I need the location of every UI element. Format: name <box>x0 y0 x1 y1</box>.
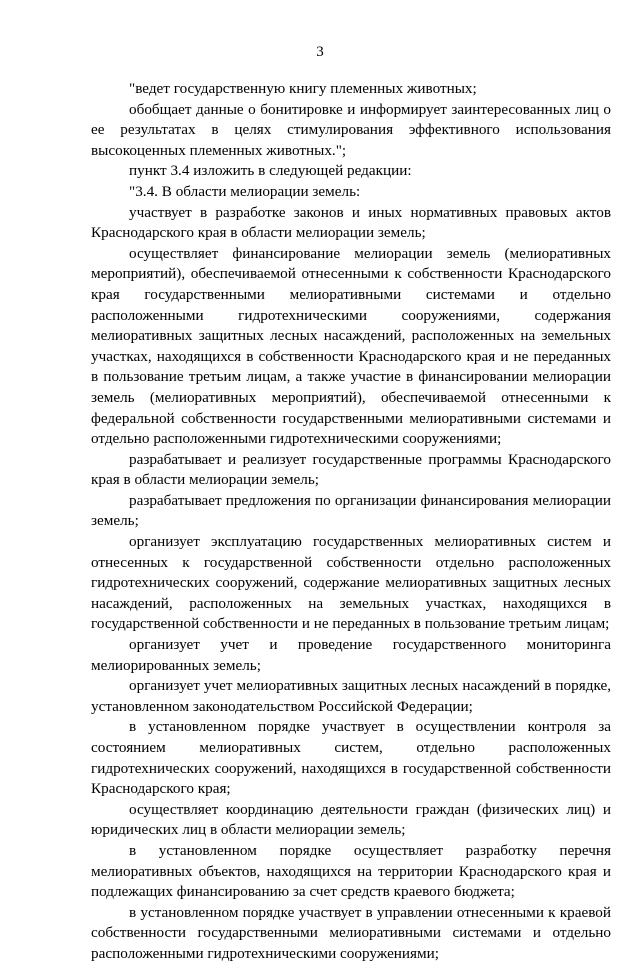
paragraph: организует учет мелиоративных защитных лесных насаждений в порядке, установленном законодательством Российской Федерации; <box>91 677 611 715</box>
paragraph: в установленном порядке осуществляет разработку перечня мелиоративных объектов, находящихся на территории Краснодарского края и подлежащих финансированию за счет средств краевого бюджета; <box>91 841 611 901</box>
paragraph: обобщает данные о бонитировке и информирует заинтересованных лиц о ее результатах в целях стимулирования эффективного использования высокоценных племенных животных."; <box>91 100 611 159</box>
paragraph: "3.4. В области мелиорации земель: <box>129 182 361 200</box>
paragraph: разрабатывает предложения по организации финансирования мелиорации земель; <box>91 491 611 530</box>
paragraph: осуществляет координацию деятельности граждан (физических лиц) и юридических лиц в области мелиорации земель; <box>91 800 611 839</box>
paragraph: пункт 3.4 изложить в следующей редакции: <box>129 162 412 180</box>
paragraph: организует учет и проведение государственного мониторинга мелиорированных земель; <box>91 636 611 674</box>
paragraph: "ведет государственную книгу племенных животных; <box>129 80 477 97</box>
paragraph: в установленном порядке участвует в управлении отнесенными к краевой собственности государственными мелиоративными системами и отдельно расположенными гидротехническими сооружениями; <box>91 903 611 962</box>
page-number: 3 <box>316 44 324 60</box>
paragraph: осуществляет финансирование мелиорации земель (мелиоративных мероприятий), обеспечиваемой отнесенными к собственности Краснодарского края государственными мелиоративными системами и отдельно расположенными гидротехническими сооружениями, содержания мелиоративных защитных лесных насаждений, расположенных на земельных участках, находящихся в собственности Краснодарского края и не переданных в пользование третьим лицам, а также участие в финансировании мелиорации земель (мелиоративных мероприятий), обеспечиваемой отнесенными к федеральной собственности государственными мелиоративными системами и отдельно расположенными гидротехническими сооружениями; <box>91 244 611 448</box>
paragraph: участвует в разработке законов и иных нормативных правовых актов Краснодарского края в области мелиорации земель; <box>91 203 611 242</box>
paragraph: организует эксплуатацию государственных мелиоративных систем и отнесенных к государственной собственности отдельно расположенных гидротехнических сооружений, содержание мелиоративных защитных лесных насаждений, расположенных на земельных участках, находящихся в государственной собственности и не переданных в пользование третьим лицам; <box>91 533 611 633</box>
paragraph: в установленном порядке участвует в осуществлении контроля за состоянием мелиоративных систем, отдельно расположенных гидротехнических сооружений, находящихся в государственной собственности Краснодарского края; <box>91 718 611 798</box>
paragraph: разрабатывает и реализует государственные программы Краснодарского края в области мелиорации земель; <box>91 450 611 489</box>
document-body <box>91 79 611 965</box>
